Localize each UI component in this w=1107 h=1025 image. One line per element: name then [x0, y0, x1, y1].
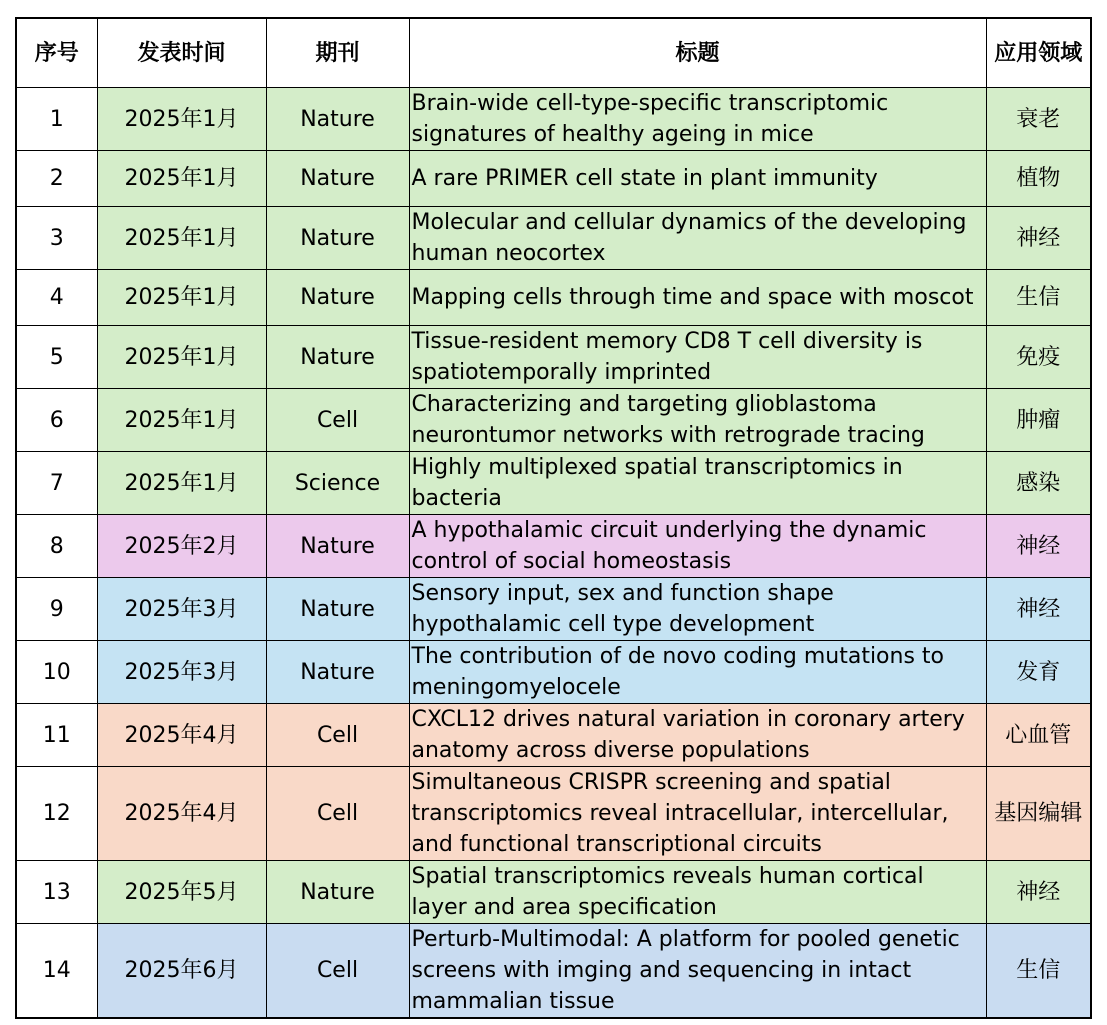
cell-journal: Science [266, 452, 409, 515]
cell-no: 9 [16, 578, 97, 641]
cell-date: 2025年4月 [97, 767, 266, 861]
cell-title: Brain-wide cell-type-specific transcriptomic signatures of healthy ageing in mice [409, 88, 986, 151]
cell-date: 2025年1月 [97, 389, 266, 452]
cell-date: 2025年1月 [97, 151, 266, 207]
cell-title: Spatial transcriptomics reveals human cortical layer and area specification [409, 861, 986, 924]
cell-domain: 神经 [986, 207, 1091, 270]
cell-title: Molecular and cellular dynamics of the developing human neocortex [409, 207, 986, 270]
cell-title: Sensory input, sex and function shape hypothalamic cell type development [409, 578, 986, 641]
cell-date: 2025年3月 [97, 641, 266, 704]
table-row [16, 924, 1091, 1019]
cell-journal: Nature [266, 88, 409, 151]
publication-table [15, 17, 1092, 1019]
cell-domain: 心血管 [986, 704, 1091, 767]
cell-journal: Nature [266, 515, 409, 578]
cell-domain: 发育 [986, 641, 1091, 704]
cell-date: 2025年1月 [97, 270, 266, 326]
cell-title: Characterizing and targeting glioblastoma neurontumor networks with retrograde tracing [409, 389, 986, 452]
header-no: 序号 [16, 18, 97, 88]
cell-domain: 基因编辑 [986, 767, 1091, 861]
cell-title: Tissue-resident memory CD8 T cell diversity is spatiotemporally imprinted [409, 326, 986, 389]
cell-domain: 免疫 [986, 326, 1091, 389]
cell-date: 2025年6月 [97, 924, 266, 1019]
cell-title: A rare PRIMER cell state in plant immunity [409, 151, 986, 207]
cell-domain: 神经 [986, 578, 1091, 641]
table-row [16, 578, 1091, 641]
cell-journal: Nature [266, 861, 409, 924]
cell-no: 1 [16, 88, 97, 151]
table-row [16, 326, 1091, 389]
cell-domain: 生信 [986, 924, 1091, 1019]
table-row [16, 88, 1091, 151]
header-journal: 期刊 [266, 18, 409, 88]
cell-date: 2025年4月 [97, 704, 266, 767]
cell-no: 11 [16, 704, 97, 767]
cell-date: 2025年2月 [97, 515, 266, 578]
cell-journal: Cell [266, 924, 409, 1019]
table-row [16, 452, 1091, 515]
cell-date: 2025年3月 [97, 578, 266, 641]
table-body [16, 88, 1091, 1019]
header-date: 发表时间 [97, 18, 266, 88]
cell-no: 7 [16, 452, 97, 515]
table-row [16, 389, 1091, 452]
cell-journal: Cell [266, 389, 409, 452]
cell-no: 8 [16, 515, 97, 578]
header-row [16, 18, 1091, 88]
cell-domain: 感染 [986, 452, 1091, 515]
cell-no: 2 [16, 151, 97, 207]
table-row [16, 704, 1091, 767]
cell-no: 12 [16, 767, 97, 861]
cell-date: 2025年1月 [97, 326, 266, 389]
table-row [16, 767, 1091, 861]
cell-date: 2025年1月 [97, 88, 266, 151]
cell-no: 14 [16, 924, 97, 1019]
cell-title: A hypothalamic circuit underlying the dynamic control of social homeostasis [409, 515, 986, 578]
cell-domain: 植物 [986, 151, 1091, 207]
cell-no: 5 [16, 326, 97, 389]
cell-title: CXCL12 drives natural variation in coronary artery anatomy across diverse populations [409, 704, 986, 767]
cell-title: Perturb-Multimodal: A platform for pooled genetic screens with imging and sequencing in intact mammalian tissue [409, 924, 986, 1019]
table-row [16, 641, 1091, 704]
cell-domain: 生信 [986, 270, 1091, 326]
cell-domain: 神经 [986, 515, 1091, 578]
cell-no: 13 [16, 861, 97, 924]
cell-title: The contribution of de novo coding mutations to meningomyelocele [409, 641, 986, 704]
cell-journal: Nature [266, 641, 409, 704]
table-row [16, 207, 1091, 270]
cell-title: Simultaneous CRISPR screening and spatial transcriptomics reveal intracellular, intercellular, and functional transcriptional circuits [409, 767, 986, 861]
cell-journal: Nature [266, 151, 409, 207]
cell-journal: Nature [266, 578, 409, 641]
cell-no: 3 [16, 207, 97, 270]
cell-journal: Cell [266, 704, 409, 767]
cell-no: 4 [16, 270, 97, 326]
table-row [16, 151, 1091, 207]
cell-domain: 神经 [986, 861, 1091, 924]
cell-journal: Cell [266, 767, 409, 861]
table-row [16, 861, 1091, 924]
header-domain: 应用领域 [986, 18, 1091, 88]
cell-no: 6 [16, 389, 97, 452]
cell-date: 2025年1月 [97, 452, 266, 515]
cell-title: Mapping cells through time and space with moscot [409, 270, 986, 326]
cell-journal: Nature [266, 270, 409, 326]
cell-journal: Nature [266, 207, 409, 270]
cell-no: 10 [16, 641, 97, 704]
table-row [16, 515, 1091, 578]
cell-title: Highly multiplexed spatial transcriptomics in bacteria [409, 452, 986, 515]
cell-date: 2025年1月 [97, 207, 266, 270]
cell-domain: 衰老 [986, 88, 1091, 151]
table-row [16, 270, 1091, 326]
header-title: 标题 [409, 18, 986, 88]
cell-date: 2025年5月 [97, 861, 266, 924]
cell-journal: Nature [266, 326, 409, 389]
cell-domain: 肿瘤 [986, 389, 1091, 452]
